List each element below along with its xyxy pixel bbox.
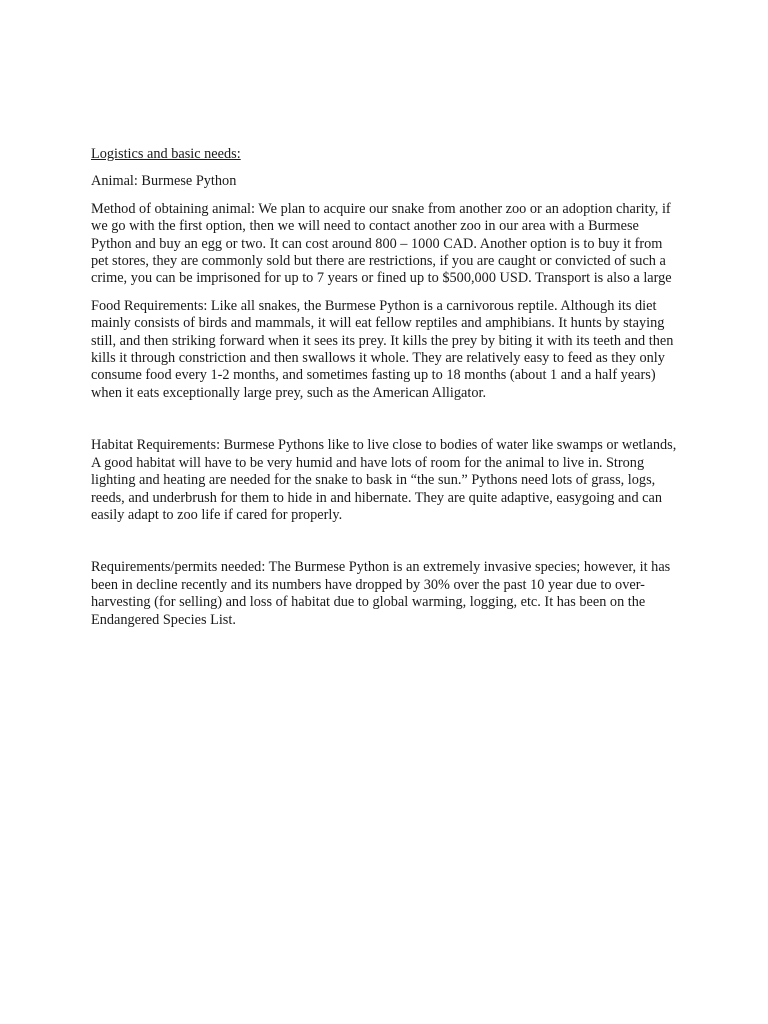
permits-paragraph: Requirements/permits needed: The Burmese Python is an extremely invasive species; however, it has been in decline recently and its numbers have dropped by 30% over the past 10 year due to over-harvesting (for selling) and loss of habitat due to global warming, logging, etc. It has been on the Endangered Species List. bbox=[91, 559, 671, 628]
obtaining-paragraph: Method of obtaining animal: We plan to acquire our snake from another zoo or an adoption charity, if we go with the first option, then we will need to contact another zoo in our area with a Burmese Python and buy an egg or two. It can cost around 800 – 1000 CAD. Another option is to buy it from pet stores, they are commonly sold but there are restrictions, if you are caught or convicted of such a crime, you can be imprisoned for up to 7 years or fined up to $500,000 USD. Transport is also a large bbox=[91, 200, 672, 287]
food-paragraph: Food Requirements: Like all snakes, the Burmese Python is a carnivorous reptile. Although its diet mainly consists of birds and mammals, it will eat fellow reptiles and amphibians. It hunts by staying still, and then striking forward when it sees its prey. It kills the prey by biting it with its teeth and then kills it through constriction and then swallows it whole. They are relatively easy to feed as they only consume food every 1-2 months, and sometimes fasting up to 18 months (about 1 and a half years) when it eats exceptionally large prey, such as the American Alligator. bbox=[91, 297, 674, 401]
spacer bbox=[91, 412, 681, 437]
habitat-paragraph: Habitat Requirements: Burmese Pythons like to live close to bodies of water like swamps or wetlands, A good habitat will have to be very humid and have lots of room for the animal to live in. Strong lighting and heating are needed for the snake to bask in “the sun.” Pythons need lots of grass, logs, reeds, and underbrush for them to hide in and hibernate. They are quite adaptive, easygoing and can easily adapt to zoo life if cared for properly. bbox=[91, 437, 677, 523]
animal-paragraph: Animal: Burmese Python bbox=[91, 173, 237, 190]
spacer bbox=[91, 534, 681, 559]
document-body bbox=[91, 146, 681, 639]
section-heading: Logistics and basic needs: bbox=[91, 146, 241, 162]
